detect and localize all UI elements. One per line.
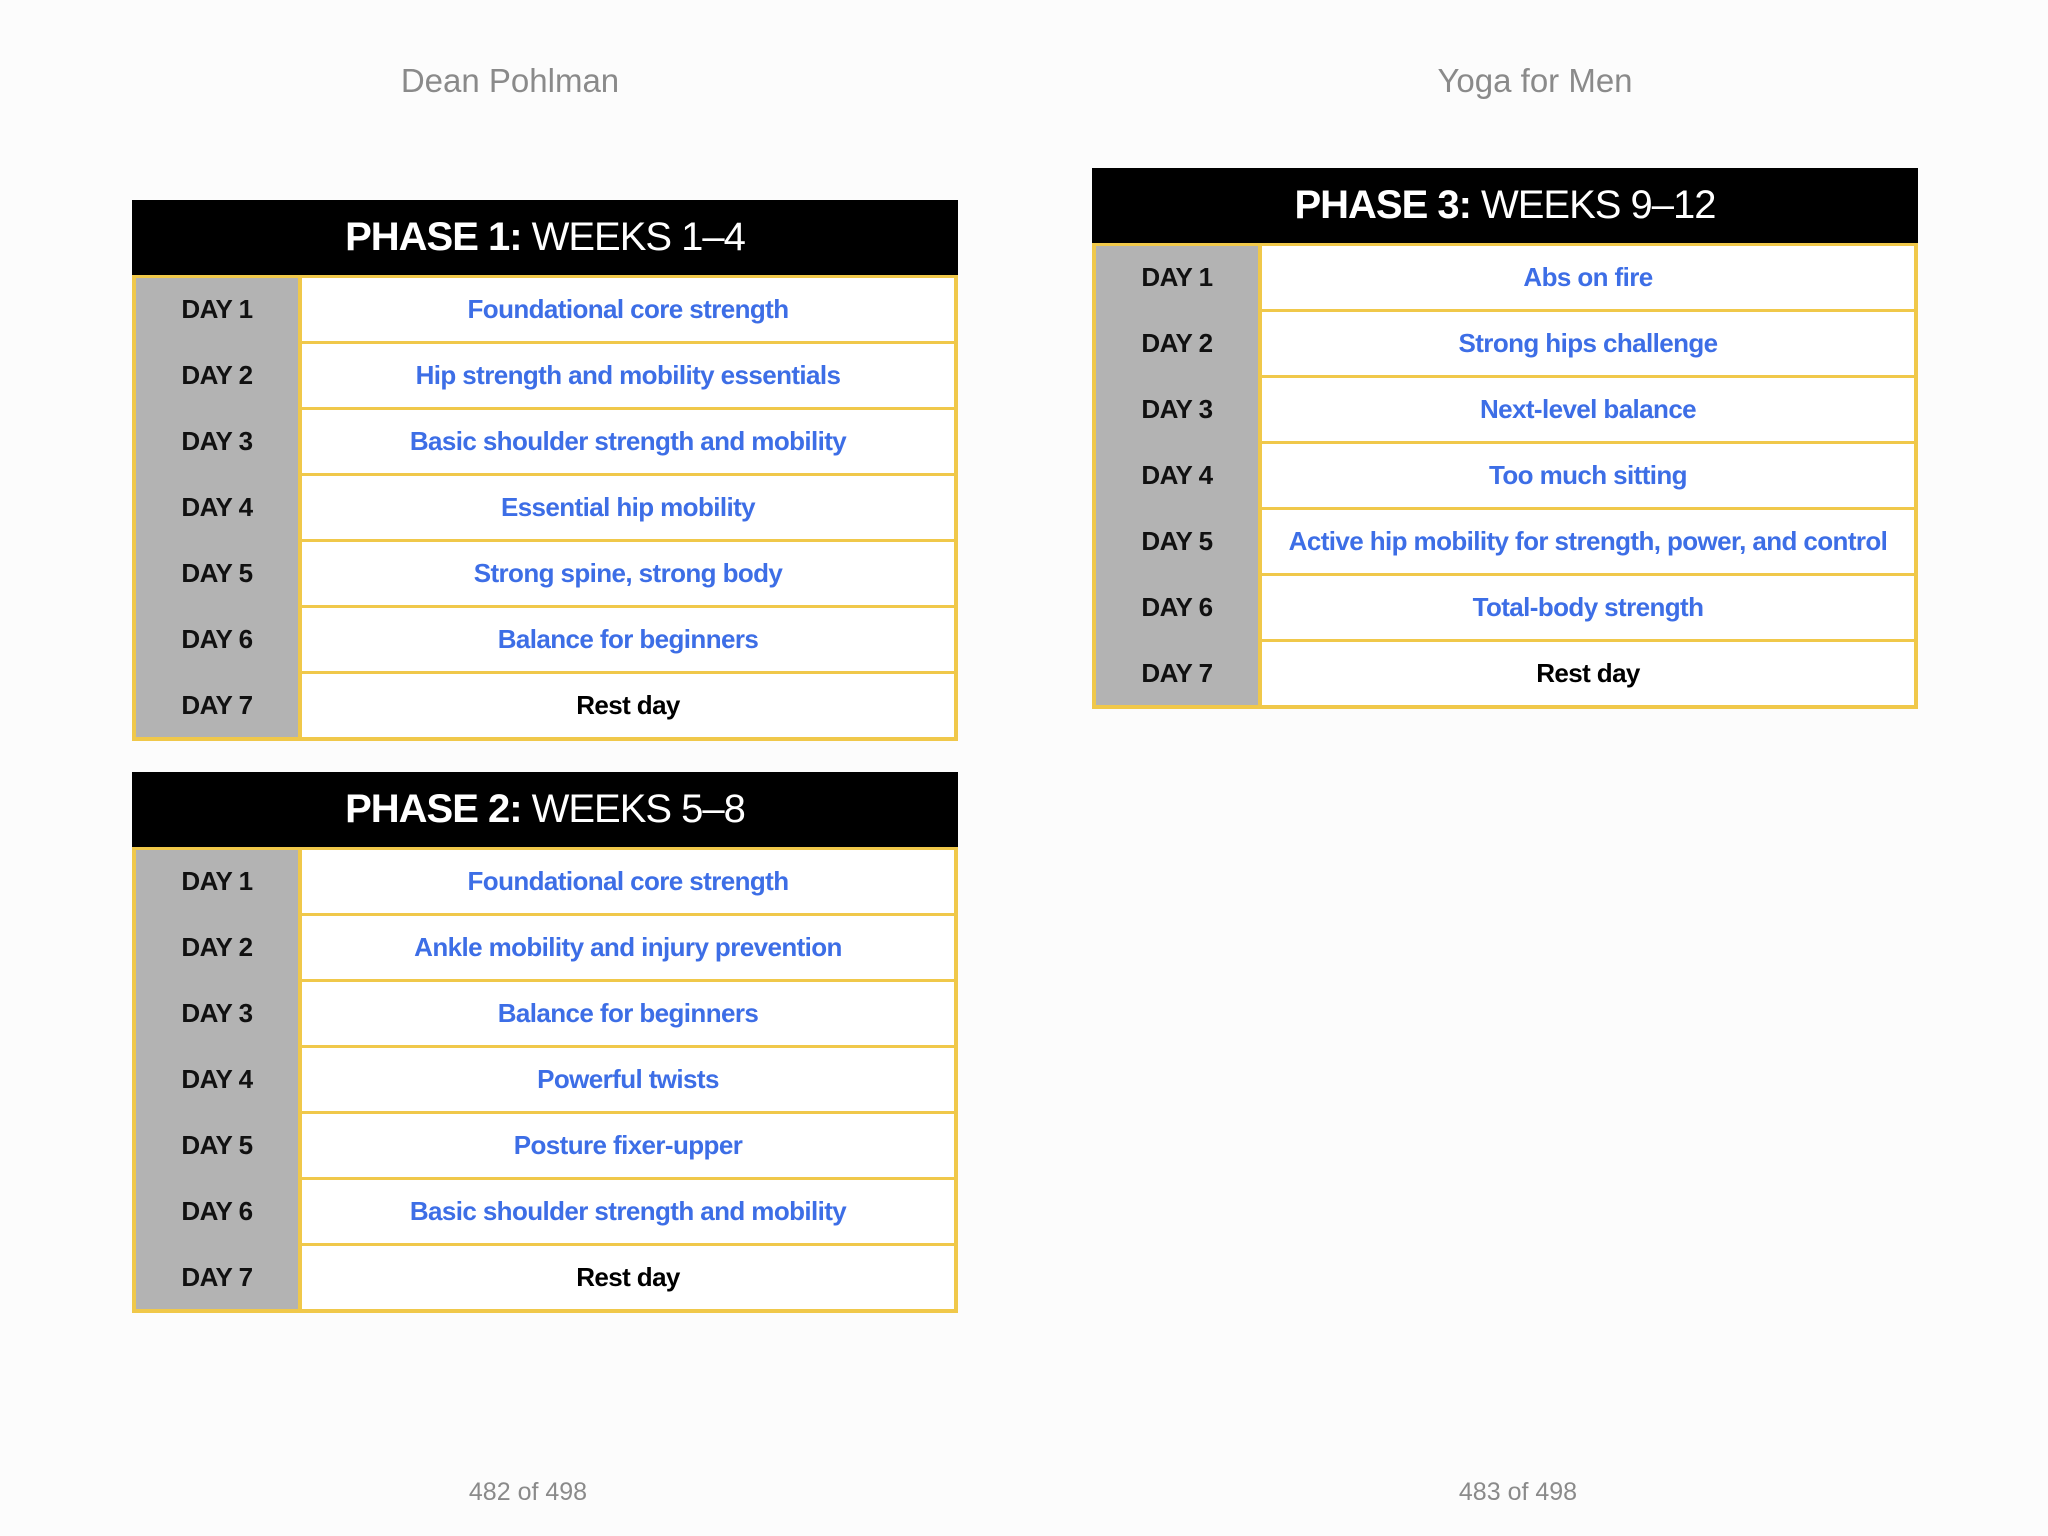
schedule-row xyxy=(136,1045,954,1111)
phase-label: PHASE 1: xyxy=(345,215,522,259)
workout-link[interactable]: Basic shoulder strength and mobility xyxy=(409,1196,847,1226)
phase-2-table xyxy=(132,772,958,1313)
schedule-row xyxy=(1096,375,1914,441)
phase-label: PHASE 2: xyxy=(345,787,522,831)
day-label: DAY 6 xyxy=(136,605,302,671)
schedule-row xyxy=(136,1177,954,1243)
schedule-row xyxy=(136,341,954,407)
rest-day-text: Rest day xyxy=(576,690,680,720)
day-label: DAY 7 xyxy=(136,671,302,737)
phase-3-schedule xyxy=(1092,243,1918,709)
day-label: DAY 6 xyxy=(136,1177,302,1243)
schedule-row xyxy=(136,407,954,473)
schedule-row xyxy=(1096,246,1914,309)
schedule-row xyxy=(136,850,954,913)
schedule-row xyxy=(136,605,954,671)
phase-2-header xyxy=(132,772,958,847)
workout-link[interactable]: Foundational core strength xyxy=(467,866,789,896)
phase-2-schedule xyxy=(132,847,958,1313)
day-label: DAY 3 xyxy=(136,407,302,473)
schedule-row xyxy=(136,473,954,539)
day-label: DAY 1 xyxy=(136,850,302,913)
schedule-row xyxy=(136,278,954,341)
phase-weeks: WEEKS 5–8 xyxy=(531,787,745,831)
schedule-row xyxy=(136,913,954,979)
workout-link[interactable]: Powerful twists xyxy=(537,1064,719,1094)
phase-1-schedule xyxy=(132,275,958,741)
workout-link[interactable]: Balance for beginners xyxy=(497,624,759,654)
workout-link[interactable]: Ankle mobility and injury prevention xyxy=(414,932,842,962)
workout-link[interactable]: Strong spine, strong body xyxy=(473,558,783,588)
workout-link[interactable]: Balance for beginners xyxy=(497,998,759,1028)
schedule-row xyxy=(136,1111,954,1177)
day-label: DAY 3 xyxy=(1096,375,1262,441)
workout-link[interactable]: Next-level balance xyxy=(1479,394,1697,424)
day-label: DAY 5 xyxy=(1096,507,1262,573)
workout-link[interactable]: Abs on fire xyxy=(1523,262,1653,292)
day-label: DAY 3 xyxy=(136,979,302,1045)
rest-day-text: Rest day xyxy=(1536,658,1640,688)
phase-weeks: WEEKS 1–4 xyxy=(531,215,745,259)
workout-link[interactable]: Posture fixer-upper xyxy=(513,1130,743,1160)
schedule-row xyxy=(1096,639,1914,705)
day-label: DAY 7 xyxy=(136,1243,302,1309)
workout-link[interactable]: Strong hips challenge xyxy=(1458,328,1718,358)
schedule-row xyxy=(1096,309,1914,375)
workout-link[interactable]: Active hip mobility for strength, power, and control xyxy=(1288,526,1888,556)
schedule-row xyxy=(136,671,954,737)
day-label: DAY 2 xyxy=(1096,309,1262,375)
day-label: DAY 1 xyxy=(1096,246,1262,309)
day-label: DAY 4 xyxy=(1096,441,1262,507)
workout-link[interactable]: Too much sitting xyxy=(1489,460,1687,490)
day-label: DAY 4 xyxy=(136,1045,302,1111)
running-head-author: Dean Pohlman xyxy=(400,62,620,99)
workout-link[interactable]: Foundational core strength xyxy=(467,294,789,324)
phase-1-table xyxy=(132,200,958,741)
phase-3-header xyxy=(1092,168,1918,243)
workout-link[interactable]: Total-body strength xyxy=(1472,592,1704,622)
schedule-row xyxy=(1096,507,1914,573)
workout-link[interactable]: Essential hip mobility xyxy=(500,492,756,522)
rest-day-text: Rest day xyxy=(576,1262,680,1292)
page-number-right: 483 of 498 xyxy=(1458,1478,1578,1506)
phase-weeks: WEEKS 9–12 xyxy=(1480,183,1716,227)
day-label: DAY 1 xyxy=(136,278,302,341)
day-label: DAY 4 xyxy=(136,473,302,539)
schedule-row xyxy=(136,979,954,1045)
day-label: DAY 2 xyxy=(136,341,302,407)
day-label: DAY 5 xyxy=(136,1111,302,1177)
day-label: DAY 2 xyxy=(136,913,302,979)
workout-link[interactable]: Basic shoulder strength and mobility xyxy=(409,426,847,456)
workout-link[interactable]: Hip strength and mobility essentials xyxy=(415,360,841,390)
schedule-row xyxy=(1096,441,1914,507)
phase-label: PHASE 3: xyxy=(1294,183,1471,227)
phase-3-table xyxy=(1092,168,1918,709)
phase-1-header xyxy=(132,200,958,275)
day-label: DAY 7 xyxy=(1096,639,1262,705)
day-label: DAY 6 xyxy=(1096,573,1262,639)
page-number-left: 482 of 498 xyxy=(468,1478,588,1506)
schedule-row xyxy=(1096,573,1914,639)
schedule-row xyxy=(136,539,954,605)
running-head-title: Yoga for Men xyxy=(1437,62,1633,99)
day-label: DAY 5 xyxy=(136,539,302,605)
schedule-row xyxy=(136,1243,954,1309)
